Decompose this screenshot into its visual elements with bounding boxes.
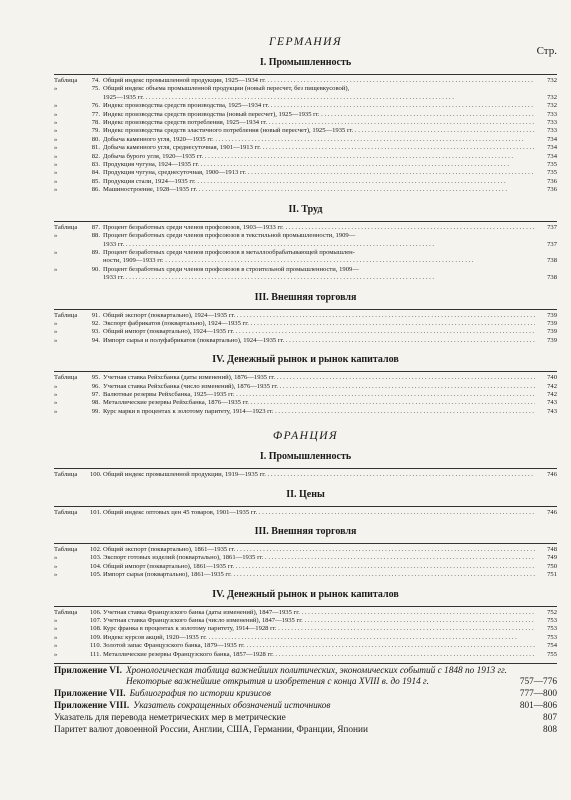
row-prefix: Таблица bbox=[54, 471, 78, 479]
row-title: Индекс производства средств производства (новый пересчет), 1925—1935 гг. . . . bbox=[103, 111, 535, 119]
row-page: 737 bbox=[547, 240, 557, 248]
table-row bbox=[54, 85, 557, 93]
appendix-title: Указатель сокращенных обозначений источников bbox=[133, 701, 331, 712]
table-row bbox=[54, 266, 557, 274]
row-prefix: Таблица bbox=[54, 546, 78, 553]
row-title: Процент безработных среди членов профсоюзов, 1903—1933 гг. . . . bbox=[103, 224, 535, 232]
row-number: 96. bbox=[91, 382, 100, 390]
row-prefix: » bbox=[54, 110, 58, 118]
row-number: 107. bbox=[90, 617, 102, 625]
row-number: 89. bbox=[91, 248, 100, 256]
appendix-label: Приложение VIII. bbox=[54, 701, 130, 712]
table-row bbox=[54, 399, 557, 407]
row-prefix: Таблица bbox=[54, 374, 78, 382]
table-row bbox=[54, 153, 557, 161]
row-page: 733 bbox=[547, 127, 557, 135]
row-prefix: » bbox=[54, 85, 58, 93]
row-number: 83. bbox=[91, 161, 100, 169]
section-title: IV. Денежный рынок и рынок капиталов bbox=[212, 354, 399, 366]
row-page: 739 bbox=[547, 328, 557, 336]
appendix-title: Хронологическая таблица важнейших политических, экономических событий с 1848 по 1913 гг. Некоторые важнейшие открытия и изобретения с конца XVIII в. до 1914 г. bbox=[125, 666, 507, 688]
section-title: I. Промышленность bbox=[259, 451, 352, 463]
row-prefix: » bbox=[54, 265, 58, 273]
row-number: 98. bbox=[91, 399, 100, 407]
row-prefix: Таблица bbox=[54, 223, 78, 231]
row-number: 102. bbox=[90, 546, 102, 553]
row-page: 743 bbox=[547, 407, 557, 415]
table-row bbox=[54, 625, 557, 633]
row-prefix: » bbox=[54, 399, 58, 407]
row-page: 738 bbox=[547, 257, 557, 265]
row-prefix: » bbox=[54, 186, 58, 194]
row-page: 755 bbox=[547, 650, 557, 658]
row-prefix: » bbox=[54, 232, 58, 240]
row-page: 753 bbox=[547, 617, 557, 625]
row-page: 748 bbox=[547, 546, 557, 553]
section-title: III. Внешняя торговля bbox=[254, 526, 357, 537]
appendix-row bbox=[54, 701, 557, 712]
table-row bbox=[54, 77, 557, 85]
row-page: 742 bbox=[547, 382, 557, 390]
row-number: 97. bbox=[91, 390, 100, 398]
row-title: Индекс курсов акций, 1920—1935 гг. . . . bbox=[103, 634, 535, 642]
row-number: 92. bbox=[91, 319, 100, 327]
table-row bbox=[54, 337, 557, 345]
table-row bbox=[54, 634, 557, 642]
table-row bbox=[54, 509, 557, 517]
row-title: Продукция стали, 1924—1935 гг. . . . bbox=[103, 178, 535, 186]
row-title: Валютные резервы Рейхсбанка, 1925—1935 гг. . . . bbox=[103, 391, 535, 399]
appendix-row bbox=[54, 725, 557, 736]
divider bbox=[54, 309, 557, 310]
appendix-page: 757—776 bbox=[519, 677, 557, 688]
row-page: 753 bbox=[547, 625, 557, 633]
row-number: 106. bbox=[90, 608, 102, 616]
row-prefix: Таблица bbox=[54, 508, 78, 516]
appendix-title: Указатель для перевода неметрических мер в метрические bbox=[54, 713, 286, 724]
row-prefix: » bbox=[54, 625, 58, 633]
row-number: 86. bbox=[91, 186, 100, 194]
row-page: 735 bbox=[547, 161, 557, 169]
row-prefix: » bbox=[54, 135, 58, 143]
row-number: 81. bbox=[91, 144, 100, 152]
row-title: 1925—1935 гг. . . . bbox=[103, 94, 535, 102]
table-row bbox=[54, 617, 557, 625]
row-prefix: » bbox=[54, 102, 58, 110]
row-prefix: » bbox=[54, 336, 58, 344]
table-row bbox=[54, 471, 557, 479]
row-page: 733 bbox=[547, 110, 557, 118]
table-row bbox=[54, 408, 557, 416]
appendix-page: 808 bbox=[543, 725, 557, 736]
row-title: Металлические резервы Рейхсбанка, 1876—1935 гг. . . . bbox=[103, 399, 535, 407]
table-row bbox=[54, 651, 557, 659]
table-row bbox=[54, 119, 557, 127]
row-page: 750 bbox=[547, 562, 557, 570]
row-page: 736 bbox=[547, 177, 557, 185]
table-row bbox=[54, 178, 557, 186]
table-row bbox=[54, 274, 557, 282]
table-row bbox=[54, 224, 557, 232]
table-row bbox=[54, 169, 557, 177]
row-prefix: » bbox=[54, 319, 58, 327]
row-number: 109. bbox=[90, 633, 102, 641]
row-title: Учетная ставка Французского банка (число изменений), 1847—1935 гг. . . . bbox=[103, 617, 535, 625]
row-number: 103. bbox=[90, 554, 102, 562]
row-prefix: » bbox=[54, 144, 58, 152]
row-page: 751 bbox=[547, 571, 557, 579]
row-title: Общий индекс оптовых цен 45 товаров, 1901—1935 гг. . . . bbox=[103, 509, 535, 517]
appendix-row bbox=[54, 713, 557, 724]
row-page: 734 bbox=[547, 135, 557, 143]
row-page: 740 bbox=[547, 374, 557, 382]
row-title: Общий индекс промышленной продукции, 1925—1934 гг. . . . bbox=[103, 77, 535, 85]
row-prefix: » bbox=[54, 562, 58, 570]
row-prefix: » bbox=[54, 650, 58, 658]
row-title: Процент безработных среди членов профсоюзов в металлообрабатывающей промышлен- bbox=[103, 248, 355, 256]
row-number: 78. bbox=[91, 119, 100, 127]
row-title: Индекс производства средств эластичного потребления (новый пересчет), 1925—1935 гг. . . . bbox=[103, 127, 535, 135]
row-prefix: » bbox=[54, 382, 58, 390]
row-prefix: » bbox=[54, 642, 58, 650]
row-number: 110. bbox=[90, 642, 102, 650]
row-title: Добыча бурого угля, 1920—1935 гг. . . . bbox=[103, 153, 535, 161]
row-title: Добыча каменного угля, 1920—1935 гг. . . . bbox=[103, 136, 535, 144]
row-number: 76. bbox=[91, 102, 100, 110]
row-page: 732 bbox=[547, 102, 557, 110]
table-row bbox=[54, 571, 557, 579]
table-row bbox=[54, 546, 557, 554]
table-row bbox=[54, 328, 557, 336]
row-number: 101. bbox=[90, 508, 102, 516]
section-title: I. Промышленность bbox=[259, 57, 352, 68]
row-page: 732 bbox=[547, 77, 557, 84]
divider bbox=[54, 468, 557, 469]
row-title: Общий экспорт (поквартально), 1924—1935 гг. . . . bbox=[103, 312, 535, 320]
divider bbox=[54, 663, 557, 664]
divider bbox=[54, 543, 557, 544]
row-prefix: » bbox=[54, 328, 58, 336]
row-page: 754 bbox=[547, 642, 557, 650]
appendix-page: 807 bbox=[543, 713, 557, 724]
row-title: Импорт сырья (поквартально), 1861—1935 гг. . . . bbox=[103, 571, 535, 579]
row-number: 104. bbox=[90, 562, 102, 570]
row-prefix: » bbox=[54, 127, 58, 135]
appendix-page: 777—800 bbox=[519, 689, 557, 700]
row-title: Общий индекс объема промышленной продукции (новый пересчет, без пищевкусовой), bbox=[103, 85, 350, 93]
row-title: 1933 гг. . . . bbox=[103, 274, 535, 282]
country-title: ФРАНЦИЯ bbox=[272, 430, 339, 443]
table-row bbox=[54, 249, 557, 257]
row-prefix: » bbox=[54, 177, 58, 185]
row-page: 734 bbox=[547, 144, 557, 152]
row-number: 77. bbox=[91, 110, 100, 118]
table-row bbox=[54, 161, 557, 169]
row-number: 79. bbox=[91, 127, 100, 135]
section-title: II. Цены bbox=[286, 488, 325, 500]
table-row bbox=[54, 320, 557, 328]
page-column-header: Стр. bbox=[536, 45, 557, 57]
section-title: III. Внешняя торговля bbox=[254, 291, 357, 303]
row-title: Общий экспорт (поквартально), 1861—1935 гг. . . . bbox=[103, 546, 535, 554]
row-number: 95. bbox=[91, 374, 100, 382]
appendix-label: Приложение VI. bbox=[54, 666, 122, 677]
row-prefix: » bbox=[54, 161, 58, 169]
table-row bbox=[54, 642, 557, 650]
row-number: 84. bbox=[91, 169, 100, 177]
appendix-page: 801—806 bbox=[519, 701, 557, 712]
row-page: 736 bbox=[547, 186, 557, 194]
country-title: ГЕРМАНИЯ bbox=[268, 36, 343, 48]
row-title: Индекс производства средств производства, 1925—1934 гг. . . . bbox=[103, 102, 535, 110]
table-row bbox=[54, 391, 557, 399]
table-row bbox=[54, 374, 557, 382]
table-row bbox=[54, 383, 557, 391]
row-number: 90. bbox=[91, 265, 100, 273]
row-title: Общий индекс промышленной продукции, 1919—1935 гг. . . . bbox=[103, 471, 535, 479]
row-number: 74. bbox=[91, 77, 100, 84]
france-block bbox=[54, 430, 557, 659]
row-title: Учетная ставка Рейхсбанка (даты изменений), 1876—1935 гг. . . . bbox=[103, 374, 535, 382]
section-title: IV. Денежный рынок и рынок капиталов bbox=[212, 588, 399, 600]
row-prefix: » bbox=[54, 617, 58, 625]
row-title: Экспорт готовых изделий (поквартально), 1861—1935 гг. . . . bbox=[103, 554, 535, 562]
row-page: 739 bbox=[547, 311, 557, 319]
table-row bbox=[54, 554, 557, 562]
table-row bbox=[54, 111, 557, 119]
row-number: 105. bbox=[90, 571, 102, 579]
table-row bbox=[54, 136, 557, 144]
row-page: 746 bbox=[547, 508, 557, 516]
row-title: Учетная ставка Рейхсбанка (число изменений), 1876—1935 гг. . . . bbox=[103, 383, 535, 391]
row-title: Индекс производства средств потребления, 1925—1934 гг. . . . bbox=[103, 119, 535, 127]
appendix-title: Библиография по истории кризисов bbox=[129, 689, 271, 700]
row-page: 732 bbox=[547, 93, 557, 101]
table-row bbox=[54, 563, 557, 571]
table-row bbox=[54, 186, 557, 194]
row-page: 743 bbox=[547, 399, 557, 407]
row-number: 85. bbox=[91, 177, 100, 185]
row-title: Курс марки в процентах к золотому паритету, 1914—1923 гг. . . . bbox=[103, 408, 535, 416]
row-page: 738 bbox=[547, 274, 557, 282]
divider bbox=[54, 606, 557, 607]
table-row bbox=[54, 127, 557, 135]
table-row bbox=[54, 241, 557, 249]
appendices-block bbox=[54, 666, 557, 736]
row-number: 87. bbox=[91, 223, 100, 231]
row-title: ности, 1909—1933 гг. . . . bbox=[103, 257, 535, 265]
table-row bbox=[54, 144, 557, 152]
row-prefix: » bbox=[54, 390, 58, 398]
row-prefix: » bbox=[54, 554, 58, 562]
row-number: 100. bbox=[90, 471, 102, 479]
row-title: Общий импорт (поквартально), 1861—1935 гг. . . . bbox=[103, 563, 535, 571]
table-row bbox=[54, 232, 557, 240]
appendix-title: Паритет валют довоенной России, Англии, США, Германии, Франции, Японии bbox=[54, 725, 368, 736]
row-prefix: Таблица bbox=[54, 77, 78, 84]
row-number: 108. bbox=[90, 625, 102, 633]
row-title: 1933 гг. . . . bbox=[103, 241, 535, 249]
row-title: Курс франка в процентах к золотому паритету, 1914—1928 гг. . . . bbox=[103, 625, 535, 633]
row-title: Экспорт фабрикатов (поквартально), 1924—1935 гг. . . . bbox=[103, 320, 535, 328]
row-title: Продукция чугуна, 1924—1935 гг. . . . bbox=[103, 161, 535, 169]
appendix-label: Приложение VII. bbox=[54, 689, 126, 700]
germany-block bbox=[54, 36, 557, 416]
row-title: Добыча каменного угля, среднесуточная, 1901—1913 гг. . . . bbox=[103, 144, 535, 152]
table-row bbox=[54, 312, 557, 320]
divider bbox=[54, 371, 557, 372]
row-number: 93. bbox=[91, 328, 100, 336]
row-title: Машиностроение, 1928—1935 гг. . . . bbox=[103, 186, 535, 194]
row-prefix: » bbox=[54, 571, 58, 579]
row-title: Процент безработных среди членов профсоюзов в строительной промышленности, 1909— bbox=[103, 265, 359, 273]
table-row bbox=[54, 102, 557, 110]
table-row bbox=[54, 257, 557, 265]
row-page: 737 bbox=[547, 223, 557, 231]
row-prefix: » bbox=[54, 152, 58, 160]
appendix-row bbox=[54, 689, 557, 700]
row-page: 733 bbox=[547, 119, 557, 127]
row-prefix: » bbox=[54, 407, 58, 415]
row-number: 82. bbox=[91, 152, 100, 160]
row-page: 753 bbox=[547, 633, 557, 641]
row-prefix: Таблица bbox=[54, 311, 78, 319]
row-title: Процент безработных среди членов профсоюзов в текстильной промышленности, 1909— bbox=[103, 232, 356, 240]
row-prefix: » bbox=[54, 169, 58, 177]
row-prefix: » bbox=[54, 248, 58, 256]
table-row bbox=[54, 94, 557, 102]
row-title: Импорт сырья и полуфабрикатов (поквартально), 1924—1935 гг. . . . bbox=[103, 337, 535, 345]
row-page: 739 bbox=[547, 319, 557, 327]
row-prefix: » bbox=[54, 633, 58, 641]
row-number: 88. bbox=[91, 232, 100, 240]
row-number: 94. bbox=[91, 336, 100, 344]
row-title: Общий импорт (поквартально), 1924—1935 гг. . . . bbox=[103, 328, 535, 336]
row-page: 749 bbox=[547, 554, 557, 562]
row-number: 91. bbox=[91, 311, 100, 319]
row-prefix: » bbox=[54, 119, 58, 127]
row-page: 752 bbox=[547, 608, 557, 616]
table-row bbox=[54, 609, 557, 617]
divider bbox=[54, 506, 557, 507]
row-page: 734 bbox=[547, 152, 557, 160]
row-page: 742 bbox=[547, 390, 557, 398]
row-title: Металлические резервы Французского банка, 1857—1928 гг. . . . bbox=[103, 651, 535, 659]
row-page: 746 bbox=[547, 471, 557, 479]
row-page: 735 bbox=[547, 169, 557, 177]
row-title: Продукция чугуна, среднесуточная, 1900—1913 гг. . . . bbox=[103, 169, 535, 177]
row-prefix: Таблица bbox=[54, 608, 78, 616]
row-title: Золотой запас Французского банка, 1879—1935 гг. . . . bbox=[103, 642, 535, 650]
divider bbox=[54, 74, 557, 75]
divider bbox=[54, 221, 557, 222]
appendix-row bbox=[54, 666, 557, 688]
row-page: 739 bbox=[547, 336, 557, 344]
row-number: 75. bbox=[91, 85, 100, 93]
row-number: 80. bbox=[91, 135, 100, 143]
row-title: Учетная ставка Французского банка (даты изменений), 1847—1935 гг. . . . bbox=[103, 609, 535, 617]
row-number: 111. bbox=[90, 650, 102, 658]
section-title: II. Труд bbox=[288, 203, 323, 215]
row-number: 99. bbox=[91, 407, 100, 415]
